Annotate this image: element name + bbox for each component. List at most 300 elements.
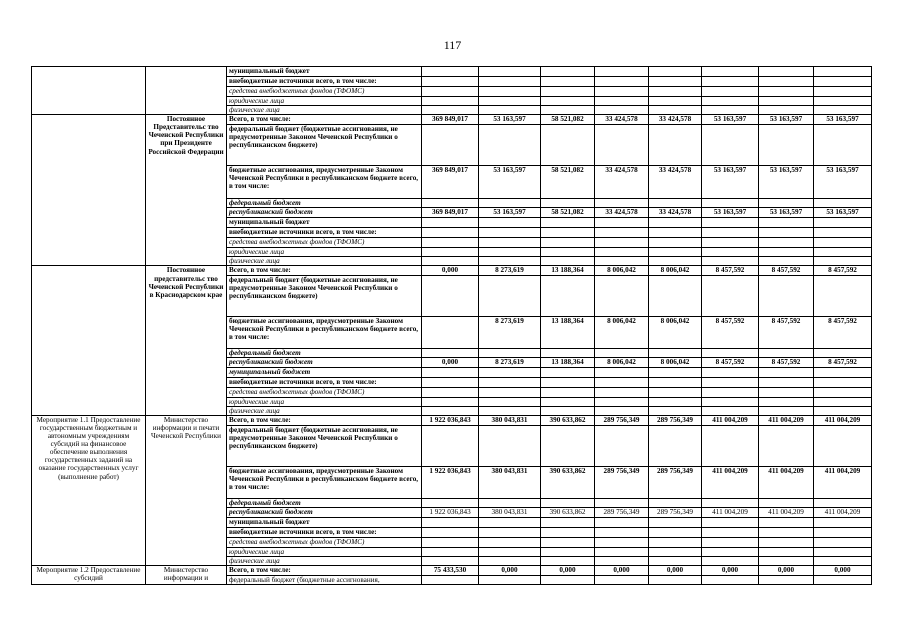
amount-cell bbox=[814, 238, 872, 248]
amount-cell bbox=[595, 228, 649, 238]
amount-cell: 53 163,597 bbox=[702, 166, 759, 199]
amount-cell bbox=[422, 547, 479, 556]
table-row bbox=[32, 415, 872, 425]
table-row bbox=[32, 266, 872, 275]
funding-source-cell: бюджетные ассигнования, предусмотренные Законом Чеченской Республики в республиканском бюджете всего, в том числе: bbox=[227, 316, 422, 348]
amount-cell bbox=[541, 387, 595, 397]
amount-cell bbox=[422, 97, 479, 106]
amount-cell bbox=[595, 348, 649, 357]
amount-cell bbox=[759, 397, 814, 406]
amount-cell bbox=[649, 367, 702, 377]
amount-cell bbox=[422, 537, 479, 547]
amount-cell bbox=[649, 517, 702, 527]
amount-cell bbox=[702, 547, 759, 556]
amount-cell bbox=[541, 557, 595, 566]
amount-cell bbox=[814, 275, 872, 316]
amount-cell bbox=[759, 87, 814, 97]
amount-cell bbox=[702, 367, 759, 377]
amount-cell bbox=[759, 527, 814, 537]
amount-cell: 58 521,082 bbox=[541, 166, 595, 199]
amount-cell: 8 006,042 bbox=[649, 357, 702, 367]
amount-cell bbox=[814, 397, 872, 406]
executor-cell: Постоянное Представительс тво Чеченской Республики при Президенте Российской Федерации bbox=[146, 115, 227, 266]
amount-cell bbox=[541, 106, 595, 115]
amount-cell bbox=[649, 275, 702, 316]
amount-cell: 390 633,862 bbox=[541, 415, 595, 425]
amount-cell bbox=[759, 97, 814, 106]
amount-cell bbox=[422, 397, 479, 406]
amount-cell bbox=[759, 367, 814, 377]
funding-source-cell: физические лица bbox=[227, 406, 422, 415]
amount-cell: 390 633,862 bbox=[541, 507, 595, 517]
amount-cell bbox=[814, 257, 872, 266]
amount-cell bbox=[814, 517, 872, 527]
amount-cell bbox=[422, 406, 479, 415]
amount-cell bbox=[649, 387, 702, 397]
amount-cell bbox=[814, 248, 872, 257]
amount-cell bbox=[541, 367, 595, 377]
amount-cell: 369 849,017 bbox=[422, 115, 479, 125]
amount-cell bbox=[541, 218, 595, 228]
amount-cell bbox=[814, 67, 872, 77]
amount-cell: 8 457,592 bbox=[814, 266, 872, 275]
amount-cell: 8 457,592 bbox=[702, 266, 759, 275]
funding-source-cell: Всего, в том числе: bbox=[227, 266, 422, 275]
amount-cell bbox=[759, 406, 814, 415]
amount-cell bbox=[479, 498, 541, 507]
event-cell: Мероприятие 1.2 Предоставление субсидий bbox=[32, 566, 146, 585]
amount-cell: 53 163,597 bbox=[479, 208, 541, 218]
amount-cell bbox=[479, 275, 541, 316]
amount-cell bbox=[595, 97, 649, 106]
amount-cell bbox=[541, 425, 595, 466]
amount-cell: 13 188,364 bbox=[541, 266, 595, 275]
amount-cell: 380 043,831 bbox=[479, 507, 541, 517]
amount-cell bbox=[759, 547, 814, 556]
amount-cell: 58 521,082 bbox=[541, 208, 595, 218]
amount-cell: 8 006,042 bbox=[649, 316, 702, 348]
amount-cell: 33 424,578 bbox=[649, 166, 702, 199]
amount-cell bbox=[595, 425, 649, 466]
funding-source-cell: Всего, в том числе: bbox=[227, 566, 422, 576]
amount-cell: 53 163,597 bbox=[814, 115, 872, 125]
amount-cell bbox=[759, 257, 814, 266]
amount-cell bbox=[702, 67, 759, 77]
amount-cell bbox=[541, 527, 595, 537]
amount-cell: 8 006,042 bbox=[649, 266, 702, 275]
amount-cell bbox=[541, 576, 595, 585]
amount-cell bbox=[479, 557, 541, 566]
funding-source-cell: муниципальный бюджет bbox=[227, 218, 422, 228]
amount-cell bbox=[422, 199, 479, 208]
amount-cell bbox=[595, 537, 649, 547]
amount-cell: 0,000 bbox=[479, 566, 541, 576]
amount-cell bbox=[702, 498, 759, 507]
amount-cell bbox=[479, 125, 541, 166]
amount-cell: 53 163,597 bbox=[759, 115, 814, 125]
funding-source-cell: средства внебюджетных фондов (ТФОМС) bbox=[227, 87, 422, 97]
amount-cell bbox=[422, 106, 479, 115]
amount-cell: 289 756,349 bbox=[649, 415, 702, 425]
funding-source-cell: муниципальный бюджет bbox=[227, 517, 422, 527]
amount-cell bbox=[479, 517, 541, 527]
amount-cell bbox=[649, 67, 702, 77]
amount-cell bbox=[759, 248, 814, 257]
amount-cell bbox=[702, 125, 759, 166]
amount-cell bbox=[595, 77, 649, 87]
amount-cell bbox=[702, 228, 759, 238]
amount-cell bbox=[759, 537, 814, 547]
funding-source-cell: муниципальный бюджет bbox=[227, 367, 422, 377]
amount-cell: 53 163,597 bbox=[702, 115, 759, 125]
amount-cell bbox=[759, 517, 814, 527]
amount-cell: 8 457,592 bbox=[759, 357, 814, 367]
amount-cell bbox=[479, 257, 541, 266]
amount-cell bbox=[702, 517, 759, 527]
amount-cell bbox=[814, 199, 872, 208]
funding-source-cell: физические лица bbox=[227, 106, 422, 115]
amount-cell bbox=[422, 316, 479, 348]
amount-cell bbox=[422, 576, 479, 585]
amount-cell bbox=[479, 106, 541, 115]
amount-cell bbox=[541, 537, 595, 547]
amount-cell: 289 756,349 bbox=[595, 466, 649, 498]
amount-cell bbox=[649, 87, 702, 97]
amount-cell bbox=[814, 348, 872, 357]
amount-cell: 53 163,597 bbox=[759, 208, 814, 218]
amount-cell bbox=[649, 377, 702, 387]
amount-cell bbox=[814, 97, 872, 106]
amount-cell bbox=[649, 406, 702, 415]
amount-cell: 13 188,364 bbox=[541, 316, 595, 348]
amount-cell: 33 424,578 bbox=[595, 208, 649, 218]
amount-cell bbox=[759, 77, 814, 87]
event-cell bbox=[32, 115, 146, 266]
amount-cell bbox=[814, 125, 872, 166]
funding-source-cell: внебюджетные источники всего, в том числе: bbox=[227, 377, 422, 387]
funding-source-cell: физические лица bbox=[227, 257, 422, 266]
table-row bbox=[32, 566, 872, 576]
amount-cell bbox=[479, 406, 541, 415]
amount-cell: 13 188,364 bbox=[541, 357, 595, 367]
amount-cell bbox=[595, 199, 649, 208]
amount-cell bbox=[649, 97, 702, 106]
amount-cell bbox=[422, 228, 479, 238]
amount-cell bbox=[479, 87, 541, 97]
amount-cell bbox=[759, 125, 814, 166]
funding-source-cell: муниципальный бюджет bbox=[227, 67, 422, 77]
amount-cell bbox=[649, 576, 702, 585]
amount-cell bbox=[649, 238, 702, 248]
amount-cell: 53 163,597 bbox=[814, 166, 872, 199]
funding-source-cell: федеральный бюджет bbox=[227, 348, 422, 357]
amount-cell bbox=[702, 425, 759, 466]
amount-cell bbox=[759, 576, 814, 585]
amount-cell bbox=[422, 125, 479, 166]
amount-cell bbox=[814, 77, 872, 87]
amount-cell bbox=[422, 87, 479, 97]
amount-cell: 0,000 bbox=[702, 566, 759, 576]
executor-cell bbox=[146, 67, 227, 115]
amount-cell: 8 006,042 bbox=[595, 357, 649, 367]
amount-cell bbox=[479, 387, 541, 397]
amount-cell bbox=[702, 257, 759, 266]
funding-source-cell: физические лица bbox=[227, 557, 422, 566]
amount-cell: 0,000 bbox=[759, 566, 814, 576]
amount-cell bbox=[814, 377, 872, 387]
amount-cell bbox=[702, 387, 759, 397]
amount-cell: 0,000 bbox=[649, 566, 702, 576]
amount-cell bbox=[479, 67, 541, 77]
amount-cell bbox=[702, 537, 759, 547]
amount-cell bbox=[595, 406, 649, 415]
amount-cell: 411 004,209 bbox=[759, 466, 814, 498]
amount-cell: 380 043,831 bbox=[479, 415, 541, 425]
amount-cell bbox=[479, 377, 541, 387]
funding-source-cell: бюджетные ассигнования, предусмотренные Законом Чеченской Республики в республиканском бюджете всего, в том числе: bbox=[227, 466, 422, 498]
amount-cell: 289 756,349 bbox=[595, 507, 649, 517]
amount-cell bbox=[702, 218, 759, 228]
amount-cell bbox=[759, 238, 814, 248]
amount-cell bbox=[759, 425, 814, 466]
funding-source-cell: республиканский бюджет bbox=[227, 357, 422, 367]
amount-cell bbox=[479, 576, 541, 585]
funding-source-cell: средства внебюджетных фондов (ТФОМС) bbox=[227, 238, 422, 248]
amount-cell bbox=[702, 77, 759, 87]
amount-cell bbox=[541, 248, 595, 257]
amount-cell bbox=[814, 367, 872, 377]
amount-cell bbox=[541, 199, 595, 208]
amount-cell bbox=[759, 67, 814, 77]
amount-cell bbox=[759, 218, 814, 228]
funding-source-cell: федеральный бюджет (бюджетные ассигнования, не предусмотренные Законом Чеченской Республики о республиканском бюджете) bbox=[227, 425, 422, 466]
amount-cell bbox=[649, 425, 702, 466]
amount-cell bbox=[541, 77, 595, 87]
amount-cell bbox=[595, 517, 649, 527]
amount-cell: 53 163,597 bbox=[759, 166, 814, 199]
amount-cell: 289 756,349 bbox=[649, 466, 702, 498]
amount-cell bbox=[541, 97, 595, 106]
amount-cell: 33 424,578 bbox=[595, 115, 649, 125]
amount-cell: 0,000 bbox=[422, 266, 479, 275]
amount-cell: 8 457,592 bbox=[702, 316, 759, 348]
amount-cell bbox=[649, 537, 702, 547]
amount-cell: 58 521,082 bbox=[541, 115, 595, 125]
amount-cell bbox=[759, 377, 814, 387]
funding-source-cell: средства внебюджетных фондов (ТФОМС) bbox=[227, 537, 422, 547]
amount-cell bbox=[479, 77, 541, 87]
amount-cell bbox=[422, 498, 479, 507]
amount-cell: 8 273,619 bbox=[479, 357, 541, 367]
funding-source-cell: внебюджетные источники всего, в том числе: bbox=[227, 228, 422, 238]
funding-source-cell: федеральный бюджет bbox=[227, 199, 422, 208]
amount-cell bbox=[422, 257, 479, 266]
amount-cell bbox=[479, 527, 541, 537]
amount-cell bbox=[422, 77, 479, 87]
amount-cell bbox=[814, 218, 872, 228]
amount-cell bbox=[649, 547, 702, 556]
amount-cell bbox=[541, 498, 595, 507]
amount-cell bbox=[595, 275, 649, 316]
amount-cell bbox=[595, 218, 649, 228]
amount-cell bbox=[541, 238, 595, 248]
funding-source-cell: юридические лица bbox=[227, 248, 422, 257]
amount-cell bbox=[702, 397, 759, 406]
amount-cell bbox=[814, 87, 872, 97]
amount-cell bbox=[479, 537, 541, 547]
amount-cell bbox=[541, 377, 595, 387]
funding-source-cell: федеральный бюджет (бюджетные ассигнования, не предусмотренные Законом Чеченской Республики о республиканском бюджете) bbox=[227, 275, 422, 316]
amount-cell bbox=[479, 199, 541, 208]
amount-cell bbox=[759, 106, 814, 115]
amount-cell: 411 004,209 bbox=[814, 415, 872, 425]
amount-cell bbox=[759, 275, 814, 316]
amount-cell: 411 004,209 bbox=[759, 415, 814, 425]
amount-cell bbox=[479, 397, 541, 406]
amount-cell: 8 273,619 bbox=[479, 266, 541, 275]
funding-source-cell: юридические лица bbox=[227, 397, 422, 406]
amount-cell bbox=[649, 125, 702, 166]
amount-cell bbox=[595, 367, 649, 377]
amount-cell: 8 457,592 bbox=[814, 316, 872, 348]
amount-cell bbox=[422, 348, 479, 357]
amount-cell bbox=[541, 275, 595, 316]
amount-cell: 411 004,209 bbox=[814, 466, 872, 498]
amount-cell bbox=[759, 348, 814, 357]
amount-cell bbox=[479, 218, 541, 228]
funding-source-cell: юридические лица bbox=[227, 97, 422, 106]
amount-cell bbox=[541, 257, 595, 266]
amount-cell bbox=[595, 106, 649, 115]
amount-cell bbox=[422, 527, 479, 537]
amount-cell bbox=[814, 406, 872, 415]
funding-source-cell: федеральный бюджет (бюджетные ассигнования, не предусмотренные Законом Чеченской Республики о республиканском бюджете) bbox=[227, 125, 422, 166]
amount-cell bbox=[595, 498, 649, 507]
amount-cell bbox=[814, 527, 872, 537]
amount-cell bbox=[702, 348, 759, 357]
amount-cell bbox=[479, 348, 541, 357]
amount-cell bbox=[814, 228, 872, 238]
funding-source-cell: внебюджетные источники всего, в том числе: bbox=[227, 77, 422, 87]
amount-cell bbox=[649, 257, 702, 266]
amount-cell: 53 163,597 bbox=[702, 208, 759, 218]
amount-cell bbox=[649, 527, 702, 537]
amount-cell bbox=[814, 547, 872, 556]
amount-cell bbox=[422, 248, 479, 257]
table-body bbox=[32, 67, 872, 585]
amount-cell: 8 457,592 bbox=[814, 357, 872, 367]
amount-cell bbox=[595, 87, 649, 97]
amount-cell: 8 457,592 bbox=[759, 316, 814, 348]
amount-cell bbox=[595, 67, 649, 77]
amount-cell: 33 424,578 bbox=[649, 115, 702, 125]
funding-source-cell: федеральный бюджет bbox=[227, 498, 422, 507]
amount-cell bbox=[479, 228, 541, 238]
amount-cell bbox=[814, 106, 872, 115]
amount-cell bbox=[479, 248, 541, 257]
amount-cell: 75 433,530 bbox=[422, 566, 479, 576]
amount-cell bbox=[702, 87, 759, 97]
amount-cell: 8 273,619 bbox=[479, 316, 541, 348]
funding-source-cell: республиканский бюджет bbox=[227, 507, 422, 517]
amount-cell bbox=[814, 537, 872, 547]
funding-source-cell: республиканский бюджет bbox=[227, 208, 422, 218]
amount-cell bbox=[541, 348, 595, 357]
amount-cell: 289 756,349 bbox=[595, 415, 649, 425]
amount-cell bbox=[702, 275, 759, 316]
amount-cell: 0,000 bbox=[595, 566, 649, 576]
amount-cell bbox=[422, 367, 479, 377]
amount-cell: 411 004,209 bbox=[814, 507, 872, 517]
amount-cell bbox=[595, 576, 649, 585]
amount-cell bbox=[649, 199, 702, 208]
event-cell: Мероприятие 1.1 Предоставление государственным бюджетным и автономным учреждениям субсидий на финансовое обеспечение выполнения государственных заданий на оказание государственных услуг (выполнение работ) bbox=[32, 415, 146, 565]
amount-cell: 33 424,578 bbox=[595, 166, 649, 199]
amount-cell bbox=[702, 576, 759, 585]
amount-cell bbox=[541, 67, 595, 77]
amount-cell bbox=[541, 547, 595, 556]
amount-cell bbox=[814, 387, 872, 397]
amount-cell bbox=[541, 517, 595, 527]
amount-cell bbox=[759, 387, 814, 397]
amount-cell: 53 163,597 bbox=[479, 115, 541, 125]
amount-cell: 0,000 bbox=[814, 566, 872, 576]
amount-cell bbox=[479, 97, 541, 106]
amount-cell bbox=[649, 77, 702, 87]
page-number: 117 bbox=[443, 38, 462, 52]
amount-cell bbox=[814, 498, 872, 507]
amount-cell bbox=[814, 425, 872, 466]
amount-cell bbox=[702, 238, 759, 248]
amount-cell bbox=[649, 498, 702, 507]
amount-cell: 411 004,209 bbox=[702, 415, 759, 425]
funding-source-cell: юридические лица bbox=[227, 547, 422, 556]
amount-cell: 380 043,831 bbox=[479, 466, 541, 498]
amount-cell bbox=[649, 218, 702, 228]
amount-cell bbox=[595, 387, 649, 397]
amount-cell bbox=[759, 199, 814, 208]
funding-source-cell: Всего, в том числе: bbox=[227, 115, 422, 125]
amount-cell bbox=[595, 125, 649, 166]
funding-source-cell: федеральный бюджет (бюджетные ассигнования, bbox=[227, 576, 422, 585]
event-cell bbox=[32, 266, 146, 415]
amount-cell bbox=[541, 397, 595, 406]
amount-cell: 369 849,017 bbox=[422, 166, 479, 199]
amount-cell bbox=[702, 199, 759, 208]
amount-cell bbox=[702, 557, 759, 566]
amount-cell: 289 756,349 bbox=[649, 507, 702, 517]
funding-source-cell: бюджетные ассигнования, предусмотренные Законом Чеченской Республики в республиканском бюджете всего, в том числе: bbox=[227, 166, 422, 199]
amount-cell bbox=[702, 377, 759, 387]
funding-source-cell: Всего, в том числе: bbox=[227, 415, 422, 425]
amount-cell bbox=[422, 387, 479, 397]
amount-cell bbox=[702, 527, 759, 537]
amount-cell bbox=[814, 557, 872, 566]
amount-cell bbox=[479, 367, 541, 377]
amount-cell bbox=[649, 557, 702, 566]
amount-cell bbox=[595, 397, 649, 406]
amount-cell: 411 004,209 bbox=[759, 507, 814, 517]
amount-cell bbox=[422, 377, 479, 387]
amount-cell bbox=[702, 97, 759, 106]
amount-cell bbox=[541, 87, 595, 97]
amount-cell bbox=[422, 557, 479, 566]
amount-cell: 0,000 bbox=[541, 566, 595, 576]
amount-cell bbox=[759, 498, 814, 507]
amount-cell bbox=[702, 106, 759, 115]
amount-cell: 8 457,592 bbox=[702, 357, 759, 367]
amount-cell: 411 004,209 bbox=[702, 466, 759, 498]
